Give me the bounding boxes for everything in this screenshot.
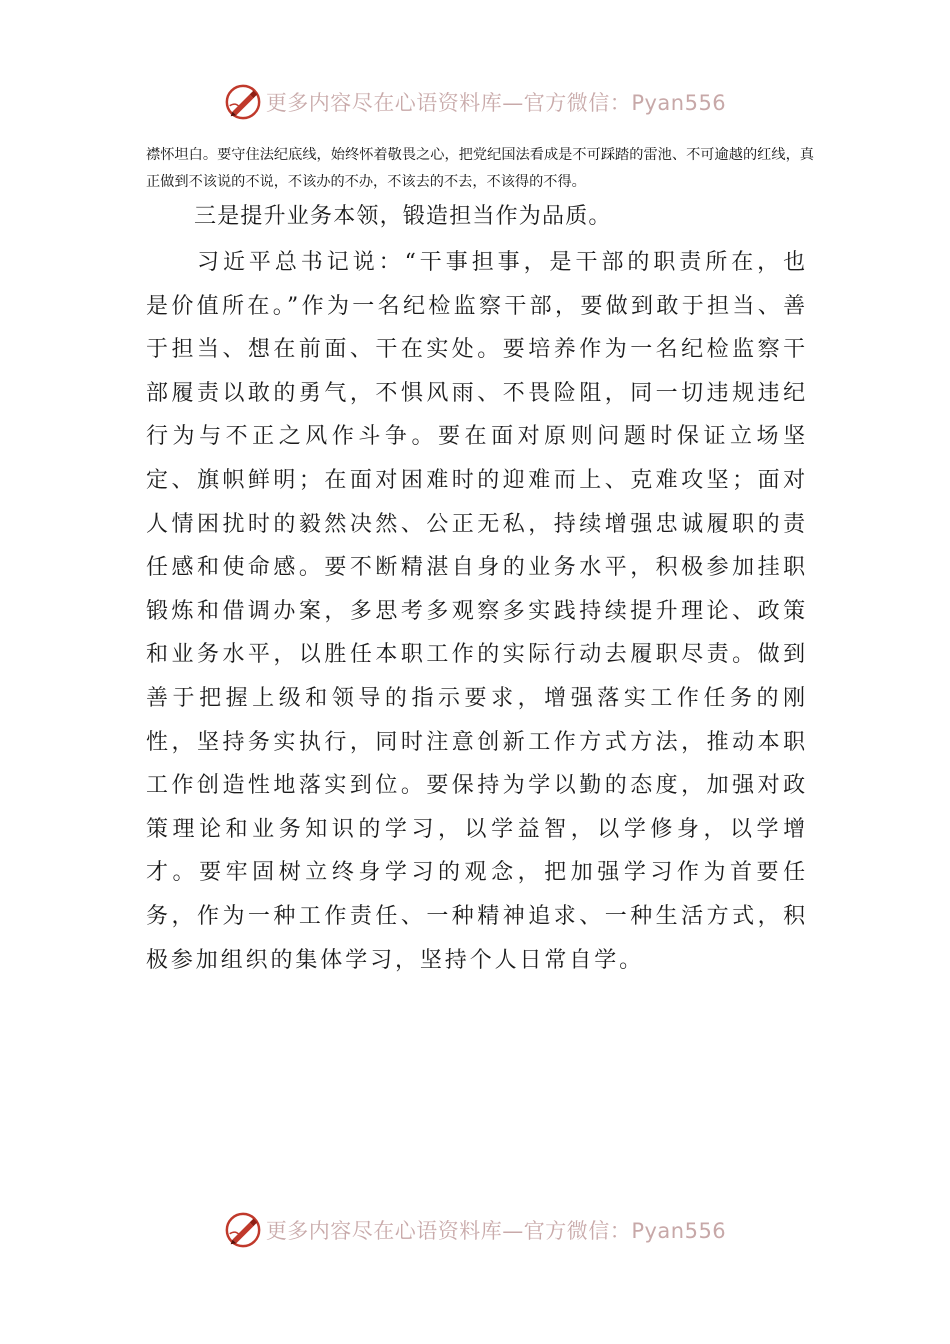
banner-text: 更多内容尽在心语资料库—官方微信：Pyan556 bbox=[265, 91, 727, 115]
footer-banner bbox=[0, 1208, 950, 1252]
section-heading: 三是提升业务本领，锻造担当作为品质。 bbox=[194, 204, 612, 229]
pen-logo-icon bbox=[224, 1211, 262, 1249]
body-paragraph: 习近平总书记说：“干事担事，是干部的职责所在，也是价值所在。”作为一名纪检监察干部，要做到敢于担当、善于担当、想在前面、干在实处。要培养作为一名纪检监察干部履责以敢的勇气，不惧风雨、不畏险阻，同一切违规违纪行为与不正之风作斗争。要在面对原则问题时保证立场坚定、旗帜鲜明；在面对困难时的迎难而上、克难攻坚；面对人情困扰时的毅然决然、公正无私，持续增强忠诚履职的责任感和使命感。要不断精湛自身的业务水平，积极参加挂职锻炼和借调办案，多思考多观察多实践持续提升理论、政策和业务水平，以胜任本职工作的实际行动去履职尽责。做到善于把握上级和领导的指示要求，增强落实工作任务的刚性，坚持务实执行，同时注意创新工作方式方法，推动本职工作创造性地落实到位。要保持为学以勤的态度，加强对政策理论和业务知识的学习，以学益智，以学修身，以学增才。要牢固树立终身学习的观念，把加强学习作为首要任务，作为一种工作责任、一种精神追求、一种生活方式，积极参加组织的集体学习，坚持个人日常自学。 bbox=[146, 250, 808, 973]
wechat-id: Pyan556 bbox=[631, 1219, 727, 1243]
wechat-id: Pyan556 bbox=[631, 91, 727, 115]
continuation-paragraph: 襟怀坦白。要守住法纪底线，始终怀着敬畏之心，把党纪国法看成是不可踩踏的雷池、不可逾越的红线，真正做到不该说的不说，不该办的不办，不该去的不去，不该得的不得。 bbox=[146, 147, 814, 190]
banner-text: 更多内容尽在心语资料库—官方微信：Pyan556 bbox=[265, 1219, 727, 1243]
pen-logo-icon bbox=[224, 83, 262, 121]
header-banner bbox=[0, 80, 950, 124]
